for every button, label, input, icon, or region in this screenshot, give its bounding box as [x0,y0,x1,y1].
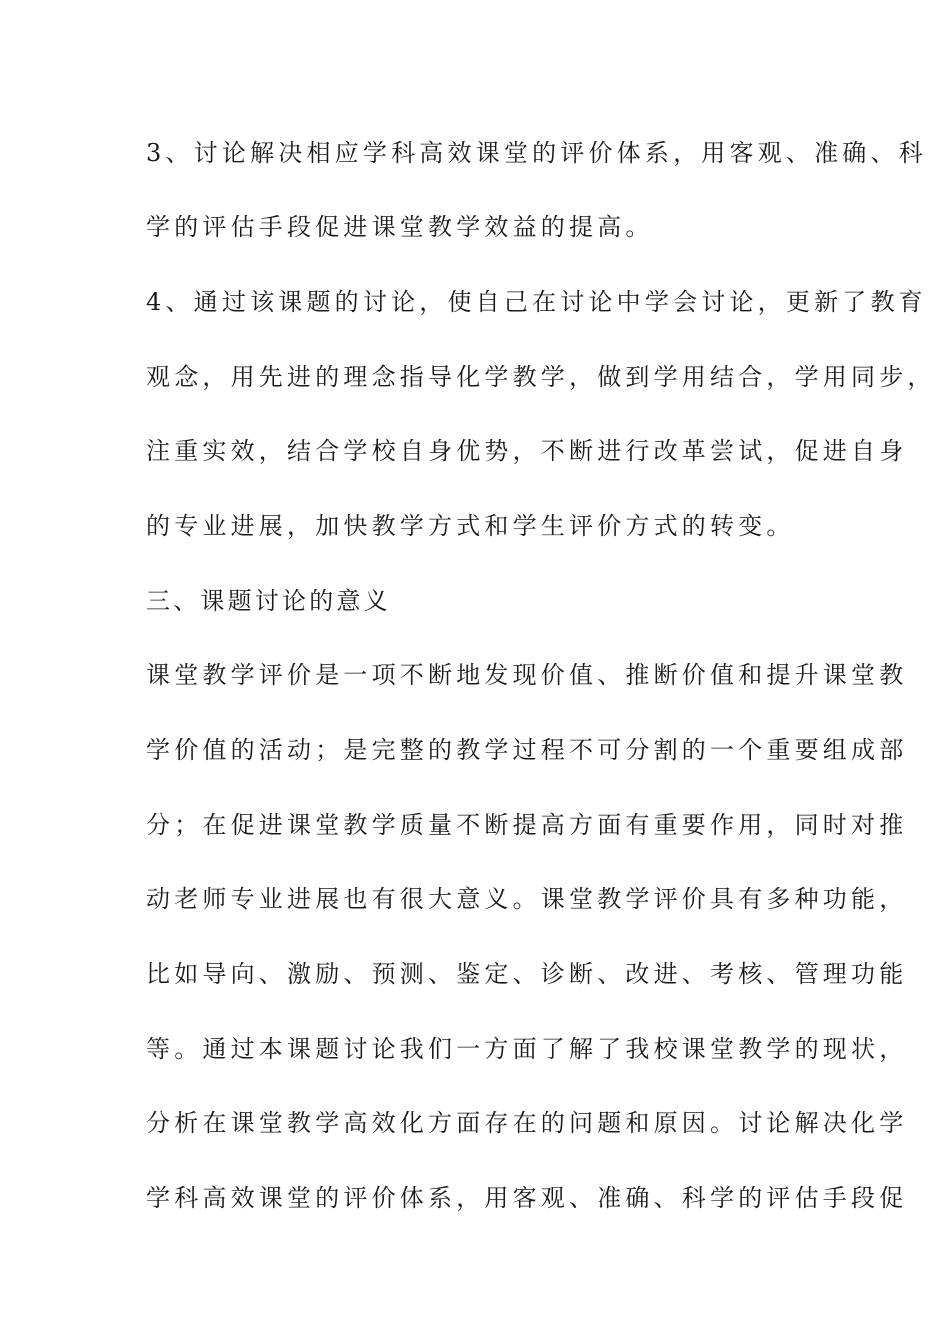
section-heading: 三、课题讨论的意义 [146,587,391,615]
paragraph-item-3-line-2: 学的评估手段促进课堂教学效益的提高。 [146,213,654,241]
paragraph-significance-line-4: 动老师专业进展也有很大意义。课堂教学评价具有多种功能， [146,885,908,913]
paragraph-item-3-line-1: 3、讨论解决相应学科高效课堂的评价体系，用客观、准确、科 [146,139,927,167]
paragraph-significance-line-3: 分；在促进课堂教学质量不断提高方面有重要作用，同时对推 [146,811,908,839]
paragraph-significance-line-1: 课堂教学评价是一项不断地发现价值、推断价值和提升课堂教 [146,661,908,689]
paragraph-item-4-line-1: 4、通过该课题的讨论，使自己在讨论中学会讨论，更新了教育 [146,288,927,316]
paragraph-item-4-line-3: 注重实效，结合学校自身优势，不断进行改革尝试，促进自身 [146,437,908,465]
paragraph-item-4-line-2: 观念，用先进的理念指导化学教学，做到学用结合，学用同步， [146,363,936,391]
paragraph-item-4-line-4: 的专业进展，加快教学方式和学生评价方式的转变。 [146,512,795,540]
paragraph-significance-line-2: 学价值的活动；是完整的教学过程不可分割的一个重要组成部 [146,736,908,764]
paragraph-significance-line-5: 比如导向、激励、预测、鉴定、诊断、改进、考核、管理功能 [146,960,908,988]
paragraph-significance-line-6: 等。通过本课题讨论我们一方面了解了我校课堂教学的现状， [146,1035,908,1063]
paragraph-significance-line-7: 分析在课堂教学高效化方面存在的问题和原因。讨论解决化学 [146,1109,908,1137]
paragraph-significance-line-8: 学科高效课堂的评价体系，用客观、准确、科学的评估手段促 [146,1184,908,1212]
